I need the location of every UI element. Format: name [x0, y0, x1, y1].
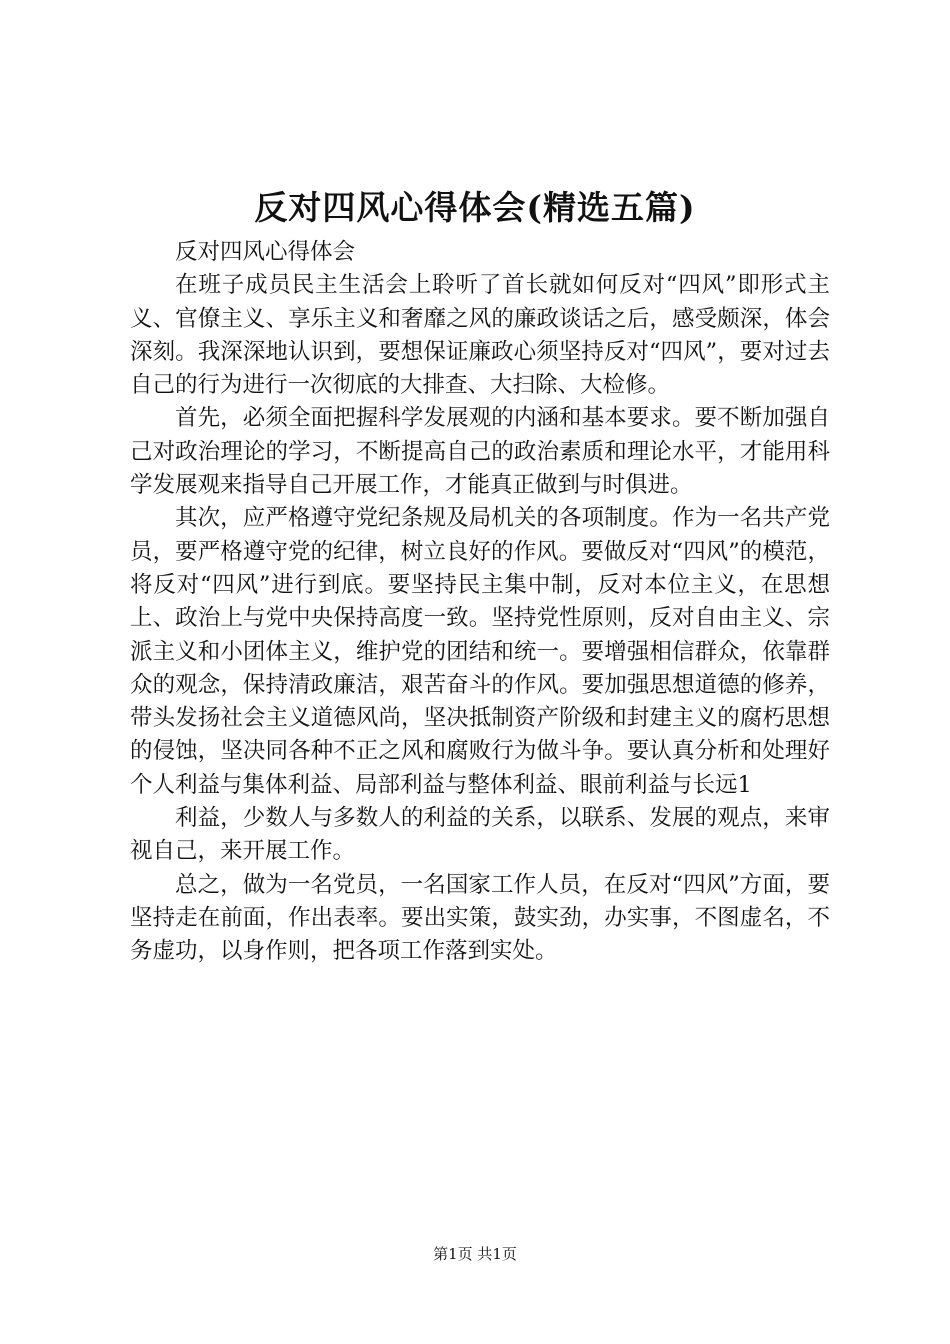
document-title: 反对四风心得体会(精选五篇) — [254, 188, 696, 227]
paragraph-continuation: 利益，少数人与多数人的利益的关系，以联系、发展的观点，来审视自己，来开展工作。 — [130, 805, 830, 865]
paragraph-first: 首先，必须全面把握科学发展观的内涵和基本要求。要不断加强自己对政治理论的学习，不断提高自己的政治素质和理论水平，才能用科学发展观来指导自己开展工作，才能真正做到与时俱进。 — [130, 405, 830, 499]
document-body — [130, 236, 830, 969]
document-subtitle: 反对四风心得体会 — [175, 239, 356, 265]
paragraph-conclusion: 总之，做为一名党员，一名国家工作人员，在反对“四风”方面，要坚持走在前面，作出表率。要出实策，鼓实劲，办实事，不图虚名，不务虚功，以身作则，把各项工作落到实处。 — [130, 871, 830, 965]
page-footer: 第1页 共1页 — [433, 1245, 517, 1263]
paragraph-intro: 在班子成员民主生活会上聆听了首长就如何反对“四风”即形式主义、官僚主义、享乐主义和奢靡之风的廉政谈话之后，感受颇深，体会深刻。我深深地认识到，要想保证廉政心须坚持反对“四风”，要对过去自己的行为进行一次彻底的大排查、大扫除、大检修。 — [130, 272, 830, 399]
paragraph-second: 其次，应严格遵守党纪条规及局机关的各项制度。作为一名共产党员，要严格遵守党的纪律，树立良好的作风。要做反对“四风”的模范，将反对“四风”进行到底。要坚持民主集中制，反对本位主义，在思想上、政治上与党中央保持高度一致。坚持党性原则，反对自由主义、宗派主义和小团体主义，维护党的团结和统一。要增强相信群众，依靠群众的观念，保持清政廉洁，艰苦奋斗的作风。要加强思想道德的修养，带头发扬社会主义道德风尚，坚决抵制资产阶级和封建主义的腐朽思想的侵蚀，坚决同各种不正之风和腐败行为做斗争。要认真分析和处理好个人利益与集体利益、局部利益与整体利益、眼前利益与长远1 — [130, 505, 830, 798]
